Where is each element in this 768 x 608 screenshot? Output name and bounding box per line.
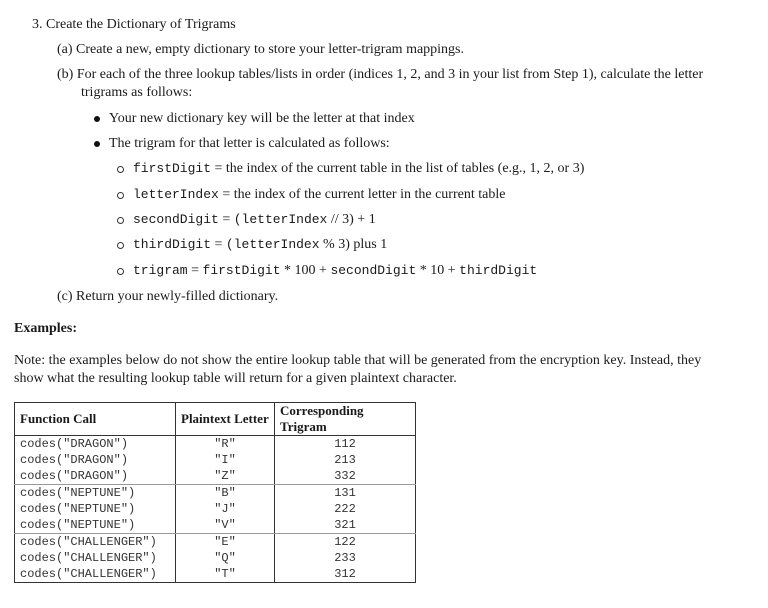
step-a: (a) Create a new, empty dictionary to store your letter-trigram mappings. xyxy=(57,42,465,57)
function-call-cell: codes("DRAGON") xyxy=(15,436,176,453)
code-token: secondDigit xyxy=(133,212,219,227)
bullet-ring-icon xyxy=(117,192,124,199)
step-b-line1: (b) For each of the three lookup tables/lists in order (indices 1, 2, and 3 in your list from Step 1), calculate the letter xyxy=(57,67,704,82)
function-call-cell: codes("NEPTUNE") xyxy=(15,485,176,502)
function-call-cell: codes("NEPTUNE") xyxy=(15,501,176,517)
examples-note-line1: Note: the examples below do not show the entire lookup table that will be generated from the encryption key. Instead, they xyxy=(14,353,702,368)
plaintext-letter-cell: "T" xyxy=(176,566,275,583)
sub-text: = the index of the current table in the list of tables (e.g., 1, 2, or 3) xyxy=(211,161,585,176)
trigram-cell: 222 xyxy=(275,501,416,517)
trigram-cell: 112 xyxy=(275,436,416,453)
code-token: (letterIndex xyxy=(233,212,328,227)
function-call-cell: codes("CHALLENGER") xyxy=(15,566,176,583)
bullet-ring-icon xyxy=(117,217,124,224)
table-header-row xyxy=(15,403,416,436)
function-call-cell: codes("DRAGON") xyxy=(15,468,176,485)
sub-text: % 3) plus 1 xyxy=(319,237,388,252)
examples-note-line2: show what the resulting lookup table will return for a given plaintext character. xyxy=(14,371,457,386)
sub-item-letterindex xyxy=(133,187,505,203)
table-row xyxy=(15,468,416,485)
sub-eq: = xyxy=(218,212,234,227)
code-token: firstDigit xyxy=(202,263,281,278)
code-token: thirdDigit xyxy=(459,263,538,278)
plaintext-letter-cell: "V" xyxy=(176,517,275,534)
sub-item-thirddigit xyxy=(133,237,387,253)
bullet-ring-icon xyxy=(117,166,124,173)
step-heading: 3. Create the Dictionary of Trigrams xyxy=(32,17,236,32)
table-row xyxy=(15,550,416,566)
trigram-cell: 332 xyxy=(275,468,416,485)
sub-text: // 3) + 1 xyxy=(327,212,376,227)
function-call-cell: codes("NEPTUNE") xyxy=(15,517,176,534)
bullet-ring-icon xyxy=(117,268,124,275)
sub-eq: = xyxy=(211,237,226,252)
bullet-dot-icon xyxy=(94,141,100,147)
column-header: Function Call xyxy=(15,403,176,436)
table-row xyxy=(15,485,416,502)
examples-table xyxy=(14,402,416,583)
table-row xyxy=(15,501,416,517)
trigram-cell: 213 xyxy=(275,452,416,468)
plaintext-letter-cell: "Q" xyxy=(176,550,275,566)
sub-text: * 10 + xyxy=(416,263,460,278)
trigram-cell: 321 xyxy=(275,517,416,534)
code-token: letterIndex xyxy=(133,187,219,202)
table-row xyxy=(15,436,416,453)
column-header: Corresponding Trigram xyxy=(275,403,416,436)
plaintext-letter-cell: "B" xyxy=(176,485,275,502)
plaintext-letter-cell: "E" xyxy=(176,534,275,551)
sub-text: * 100 + xyxy=(280,263,331,278)
trigram-cell: 131 xyxy=(275,485,416,502)
step-b-line2: trigrams as follows: xyxy=(81,85,193,100)
plaintext-letter-cell: "J" xyxy=(176,501,275,517)
trigram-cell: 233 xyxy=(275,550,416,566)
bullet-dot-icon xyxy=(94,116,100,122)
table-row xyxy=(15,452,416,468)
sub-text: = the index of the current letter in the current table xyxy=(218,187,506,202)
trigram-cell: 122 xyxy=(275,534,416,551)
sub-item-seconddigit xyxy=(133,212,376,228)
bullet-ring-icon xyxy=(117,242,124,249)
code-token: firstDigit xyxy=(133,161,212,176)
sub-item-firstdigit xyxy=(133,161,584,177)
bullet-item: Your new dictionary key will be the letter at that index xyxy=(109,111,415,126)
function-call-cell: codes("CHALLENGER") xyxy=(15,534,176,551)
step-c: (c) Return your newly-filled dictionary. xyxy=(57,289,279,304)
plaintext-letter-cell: "R" xyxy=(176,436,275,453)
function-call-cell: codes("DRAGON") xyxy=(15,452,176,468)
examples-heading: Examples: xyxy=(14,321,77,336)
bullet-item: The trigram for that letter is calculated as follows: xyxy=(109,136,390,151)
code-token: secondDigit xyxy=(330,263,417,278)
sub-eq: = xyxy=(187,263,203,278)
trigram-cell: 312 xyxy=(275,566,416,583)
table-row xyxy=(15,534,416,551)
code-token: thirdDigit xyxy=(133,237,212,252)
code-token: trigram xyxy=(133,263,188,278)
table-row xyxy=(15,566,416,583)
table-row xyxy=(15,517,416,534)
code-token: (letterIndex xyxy=(225,237,320,252)
column-header: Plaintext Letter xyxy=(176,403,275,436)
plaintext-letter-cell: "Z" xyxy=(176,468,275,485)
function-call-cell: codes("CHALLENGER") xyxy=(15,550,176,566)
sub-item-trigram xyxy=(133,263,537,279)
plaintext-letter-cell: "I" xyxy=(176,452,275,468)
